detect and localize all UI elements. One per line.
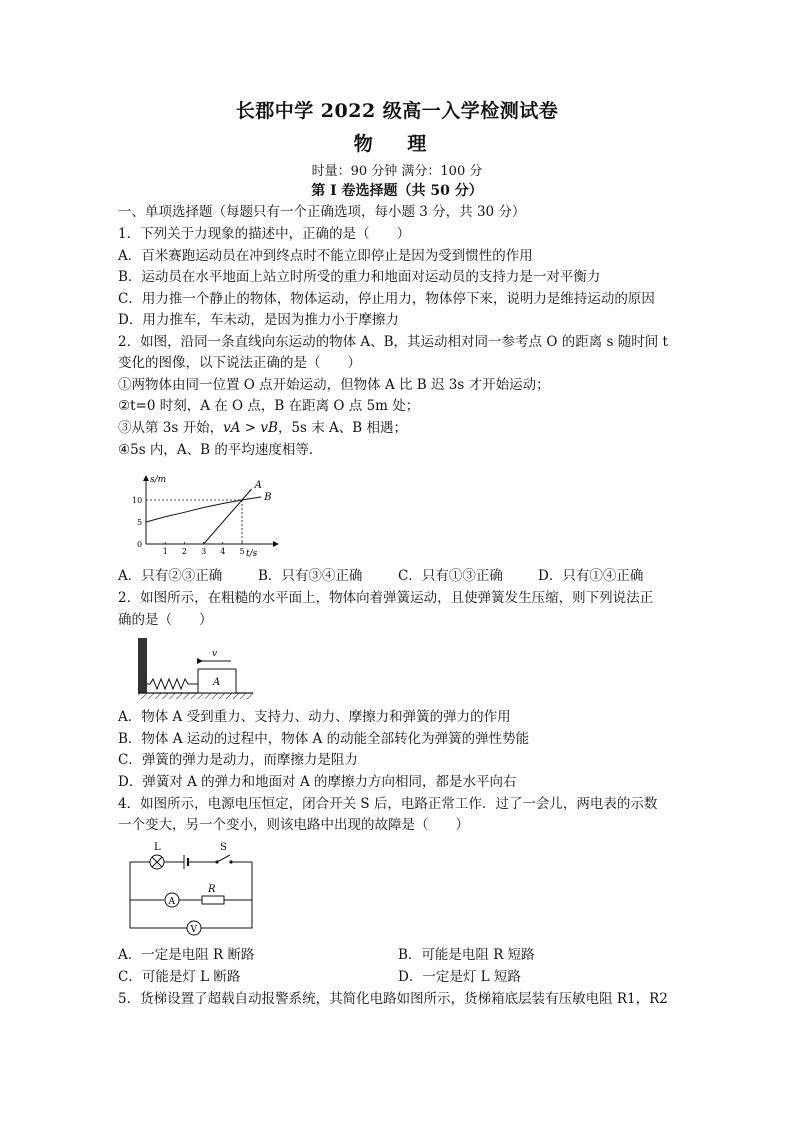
x-axis-label: t/s bbox=[246, 549, 258, 559]
series-a-line bbox=[204, 489, 252, 544]
q1-option-c: C．用力推一个静止的物体，物体运动，停止用力，物体停下来，说明力是维持运动的原因 bbox=[118, 291, 655, 307]
q3-option-b: B．物体 A 运动的过程中，物体 A 的动能全部转化为弹簧的弹性势能 bbox=[118, 731, 530, 747]
q2-option-d: D．只有①④正确 bbox=[538, 568, 644, 584]
lamp-label: L bbox=[154, 842, 161, 853]
block-label: A bbox=[213, 677, 221, 688]
q3-option-d: D．弹簧对 A 的弹力和地面对 A 的摩擦力方向相同，都是水平向右 bbox=[118, 774, 517, 790]
q4-stem-line1: 4．如图所示，电源电压恒定，闭合开关 S 后，电路正常工作．过了一会儿，两电表的示数 bbox=[118, 796, 658, 812]
x-tick-2: 2 bbox=[181, 547, 187, 556]
x-tick-5: 5 bbox=[239, 547, 245, 556]
series-b-line bbox=[146, 497, 261, 522]
q2-s3-math: vA > vB bbox=[223, 420, 278, 436]
resistor-label: R bbox=[208, 884, 216, 895]
series-a-label: A bbox=[254, 480, 262, 491]
q3-stem-line1: 2．如图所示，在粗糙的水平面上，物体向着弹簧运动，且使弹簧发生压缩，则下列说法正 bbox=[118, 590, 654, 606]
q3-option-a: A．物体 A 受到重力、支持力、动力、摩擦力和弹簧的弹力的作用 bbox=[118, 709, 511, 725]
x-tick-4: 4 bbox=[220, 547, 226, 556]
q4-option-c: C．可能是灯 L 断路 bbox=[118, 969, 241, 985]
exam-meta: 时量：90 分钟 满分：100 分 bbox=[311, 164, 483, 179]
q2-statement-4: ④5s 内，A、B 的平均速度相等． bbox=[118, 442, 323, 458]
q1-option-d: D．用力推车，车未动，是因为推力小于摩擦力 bbox=[118, 312, 399, 328]
q4-option-d: D．一定是灯 L 短路 bbox=[398, 969, 521, 985]
x-tick-3: 3 bbox=[201, 547, 207, 556]
ammeter-label: A bbox=[168, 897, 175, 907]
ground-hatch bbox=[138, 693, 253, 699]
q1-stem: 1．下列关于力现象的描述中，正确的是（ ） bbox=[118, 226, 411, 242]
q2-statement-3 bbox=[118, 419, 407, 437]
y-tick-0: 0 bbox=[137, 540, 143, 549]
switch-label: S bbox=[220, 842, 227, 853]
q2-statement-2: ②t=0 时刻，A 在 O 点，B 在距离 O 点 5m 处； bbox=[118, 398, 420, 414]
voltmeter-label: V bbox=[190, 925, 197, 935]
q4-option-b: B．可能是电阻 R 短路 bbox=[398, 947, 535, 963]
q2-option-b: B．只有③④正确 bbox=[258, 568, 363, 584]
y-tick-5: 5 bbox=[137, 518, 143, 527]
spring-figure bbox=[128, 634, 258, 702]
series-b-label: B bbox=[264, 491, 272, 503]
q4-option-a: A．一定是电阻 R 断路 bbox=[118, 947, 255, 963]
q2-s3-prefix: ③从第 3s 开始， bbox=[118, 420, 224, 436]
q2-stem-line2: 变化的图像，以下说法正确的是（ ） bbox=[118, 355, 361, 371]
y-axis-label: s/m bbox=[150, 475, 167, 485]
section-heading: 一、单项选择题（每题只有一个正确选项，每小题 3 分，共 30 分） bbox=[118, 204, 526, 220]
y-tick-10: 10 bbox=[132, 496, 143, 505]
q4-stem-line2: 一个变大，另一个变小，则该电路中出现的故障是（ ） bbox=[118, 817, 469, 833]
wall bbox=[138, 638, 147, 693]
q2-statement-1: ①两物体由同一位置 O 点开始运动，但物体 A 比 B 迟 3s 才开始运动； bbox=[118, 377, 550, 393]
exam-title: 长郡中学 2022 级高一入学检测试卷 bbox=[235, 100, 559, 122]
q3-option-c: C．弹簧的弹力是动力，而摩擦力是阻力 bbox=[118, 752, 358, 768]
q2-option-a: A．只有②③正确 bbox=[118, 568, 223, 584]
volume-heading: 第 I 卷选择题（共 50 分） bbox=[311, 183, 483, 199]
q2-stem-line1: 2．如图，沿同一条直线向东运动的物体 A、B，其运动相对同一参考点 O 的距离 s 随时间 t bbox=[118, 334, 668, 350]
q2-s3-suffix: ，5s 末 A、B 相遇； bbox=[277, 420, 407, 436]
resistor-symbol bbox=[202, 896, 224, 904]
velocity-label: v bbox=[212, 649, 218, 659]
x-tick-1: 1 bbox=[162, 547, 168, 556]
q3-stem-line2: 确的是（ ） bbox=[118, 612, 213, 628]
circuit-wire-outer bbox=[130, 862, 252, 928]
subject-title: 物 理 bbox=[353, 133, 441, 155]
st-graph bbox=[128, 470, 288, 562]
spring bbox=[147, 679, 198, 689]
q5-stem: 5．货梯设置了超载自动报警系统，其简化电路如图所示，货梯箱底层装有压敏电阻 R1，R2 bbox=[118, 991, 668, 1007]
circuit-figure bbox=[124, 838, 264, 936]
q2-option-c: C．只有①③正确 bbox=[398, 568, 503, 584]
q1-option-b: B．运动员在水平地面上站立时所受的重力和地面对运动员的支持力是一对平衡力 bbox=[118, 269, 601, 285]
q1-option-a: A．百米赛跑运动员在冲到终点时不能立即停止是因为受到惯性的作用 bbox=[118, 248, 533, 264]
